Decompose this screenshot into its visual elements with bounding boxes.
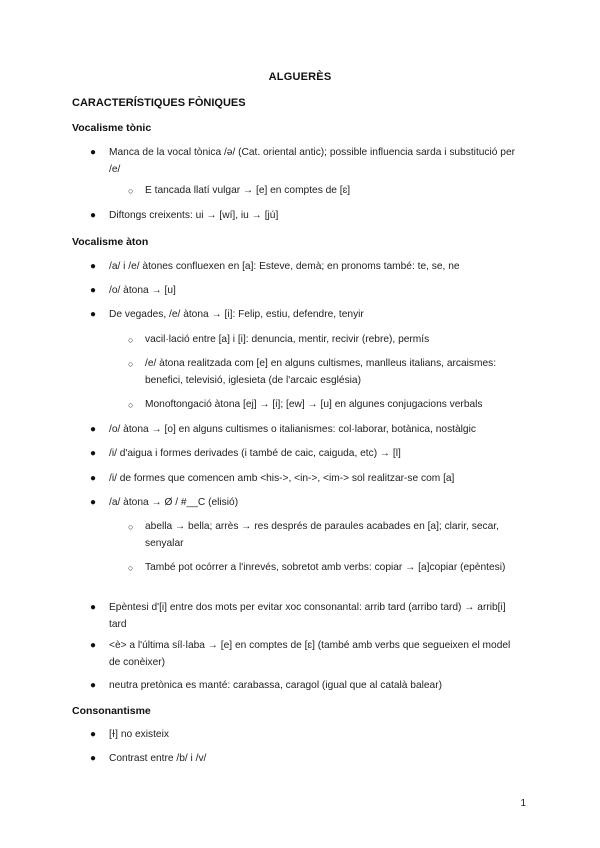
bullet-icon: ● <box>90 640 97 651</box>
list-item: vacil·lació entre [a] i [i]: denuncia, mentir, recivir (rebre), permís <box>145 334 430 345</box>
list-item: [ɫ] no existeix <box>109 729 169 740</box>
list-item: neutra pretònica es manté: carabassa, caragol (igual que al català balear) <box>109 680 442 691</box>
document-title: ALGUERÈS <box>268 71 332 83</box>
bullet-icon: ● <box>90 680 97 691</box>
bullet-icon: ● <box>90 424 97 435</box>
bullet-icon: ● <box>90 729 97 740</box>
list-item: També pot ocórrer a l'inrevés, sobretot amb verbs: copiar → [a]copiar (epèntesi) <box>145 562 506 573</box>
section-title-vocalisme-aton: Vocalisme àton <box>72 236 149 248</box>
bullet-icon: ● <box>90 210 97 221</box>
list-item: /a/ i /e/ àtones confluexen en [a]: Esteve, demà; en pronoms també: te, se, ne <box>109 261 460 272</box>
list-item: <è> a l'última síl·laba → [e] en comptes de [ɛ] (també amb verbs que segueixen el model de conèixer) <box>109 640 511 668</box>
bullet-icon: ● <box>90 448 97 459</box>
circle-bullet-icon: ○ <box>128 359 134 369</box>
list-item: Diftongs creixents: ui → [wí], iu → [jú] <box>109 210 279 221</box>
list-item: E tancada llatí vulgar → [e] en comptes de [ɛ] <box>145 185 351 196</box>
main-heading: CARACTERÍSTIQUES FÒNIQUES <box>72 97 246 109</box>
list-item: /o/ àtona → [u] <box>109 285 176 296</box>
list-item: /i/ de formes que comencen amb <his->, <in->, <im-> sol realitzar-se com [a] <box>109 473 455 484</box>
circle-bullet-icon: ○ <box>128 186 134 196</box>
bullet-icon: ● <box>90 473 97 484</box>
page-number: 1 <box>520 798 526 809</box>
bullet-icon: ● <box>90 602 97 613</box>
circle-bullet-icon: ○ <box>128 522 134 532</box>
bullet-icon: ● <box>90 261 97 272</box>
list-item: Monoftongació àtona [ej] → [i]; [ew] → [u] en algunes conjugacions verbals <box>145 399 483 410</box>
section-title-vocalisme-tonic: Vocalisme tònic <box>72 122 152 134</box>
bullet-icon: ● <box>90 147 97 158</box>
bullet-icon: ● <box>90 309 97 320</box>
circle-bullet-icon: ○ <box>128 563 134 573</box>
list-item: /i/ d'aigua i formes derivades (i també de caic, caiguda, etc) → [l] <box>109 448 401 459</box>
list-item: Contrast entre /b/ i /v/ <box>109 753 207 764</box>
list-item: Manca de la vocal tònica /ə/ (Cat. oriental antic); possible influencia sarda i substitució per /e/ <box>109 147 516 175</box>
bullet-icon: ● <box>90 753 97 764</box>
section-title-consonantisme: Consonantisme <box>72 705 151 717</box>
list-item: abella → bella; arrès → res després de paraules acabades en [a]; clarir, secar, senyalar <box>145 521 499 549</box>
circle-bullet-icon: ○ <box>128 400 134 410</box>
list-item: Epèntesi d'[i] entre dos mots per evitar xoc consonantal: arrib tard (arribo tard) → arrib[i] tard <box>109 602 506 630</box>
list-item: /a/ àtona → Ø / #__C (elisió) <box>109 497 239 508</box>
list-item: De vegades, /e/ àtona → [i]: Felip, estiu, defendre, tenyir <box>109 309 364 320</box>
bullet-icon: ● <box>90 285 97 296</box>
bullet-icon: ● <box>90 497 97 508</box>
list-item: /o/ àtona → [o] en alguns cultismes o italianismes: col·laborar, botànica, nostàlgic <box>109 424 476 435</box>
list-item: /e/ àtona realitzada com [e] en alguns cultismes, manlleus italians, arcaismes: benefici, televisió, iglesieta (de l'arcaic església) <box>145 358 497 386</box>
circle-bullet-icon: ○ <box>128 335 134 345</box>
